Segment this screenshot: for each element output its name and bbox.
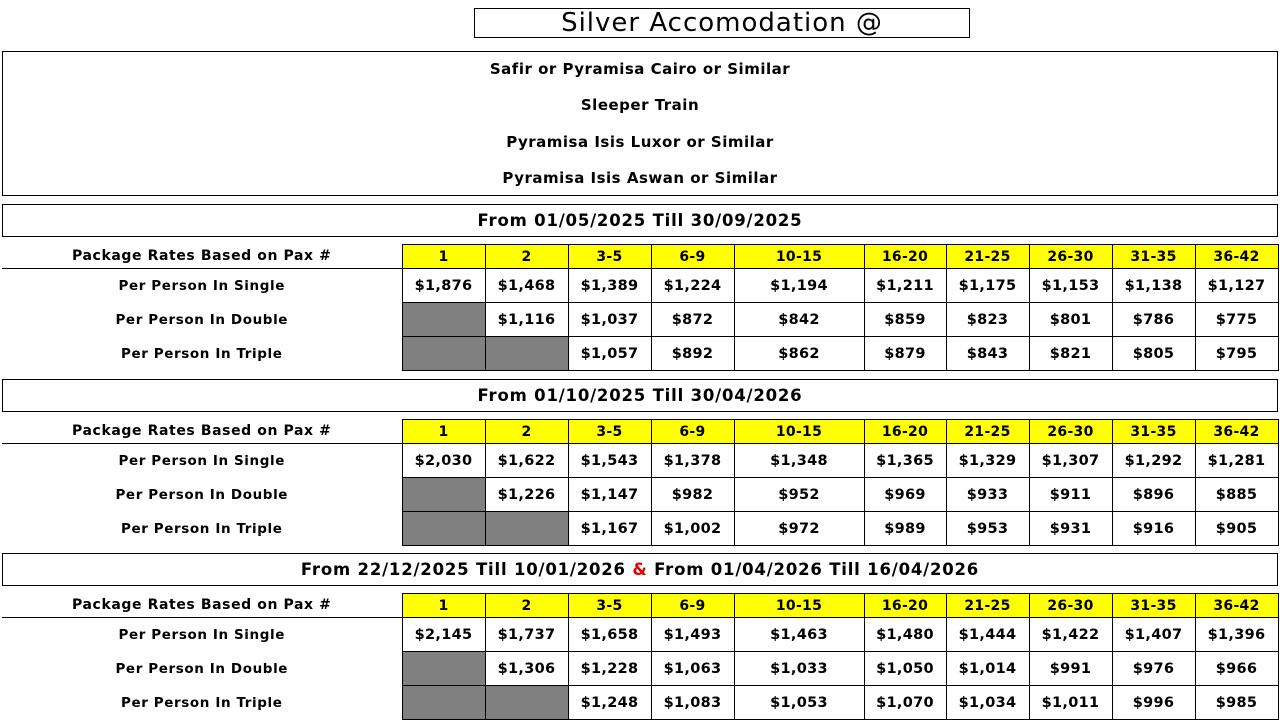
unavailable-cell bbox=[485, 686, 568, 720]
period-3-range-a: From 22/12/2025 Till 10/01/2026 bbox=[300, 560, 626, 579]
price-cell: $1,292 bbox=[1112, 444, 1195, 478]
pax-column-header: 10-15 bbox=[734, 420, 864, 444]
price-cell: $1,037 bbox=[568, 303, 651, 337]
price-cell: $1,138 bbox=[1112, 269, 1195, 303]
rate-row bbox=[2, 478, 1278, 512]
price-cell: $1,307 bbox=[1029, 444, 1112, 478]
pax-column-header: 6-9 bbox=[651, 245, 734, 269]
price-cell: $879 bbox=[864, 337, 946, 371]
rate-row bbox=[2, 444, 1278, 478]
price-cell: $1,348 bbox=[734, 444, 864, 478]
pax-column-header: 2 bbox=[485, 245, 568, 269]
price-cell: $905 bbox=[1195, 512, 1278, 546]
price-cell: $1,116 bbox=[485, 303, 568, 337]
price-cell: $862 bbox=[734, 337, 864, 371]
hotel-list bbox=[2, 51, 1278, 196]
unavailable-cell bbox=[402, 652, 485, 686]
price-cell: $1,876 bbox=[402, 269, 485, 303]
price-cell: $1,147 bbox=[568, 478, 651, 512]
price-cell: $843 bbox=[946, 337, 1029, 371]
pax-column-header: 10-15 bbox=[734, 594, 864, 618]
price-cell: $885 bbox=[1195, 478, 1278, 512]
pax-column-header: 16-20 bbox=[864, 594, 946, 618]
price-cell: $989 bbox=[864, 512, 946, 546]
pax-column-header: 3-5 bbox=[568, 594, 651, 618]
pax-column-header: 2 bbox=[485, 420, 568, 444]
price-cell: $1,444 bbox=[946, 618, 1029, 652]
price-cell: $1,622 bbox=[485, 444, 568, 478]
price-cell: $966 bbox=[1195, 652, 1278, 686]
price-cell: $1,493 bbox=[651, 618, 734, 652]
price-cell: $1,014 bbox=[946, 652, 1029, 686]
price-cell: $931 bbox=[1029, 512, 1112, 546]
header-label: Package Rates Based on Pax # bbox=[2, 420, 402, 444]
price-cell: $1,389 bbox=[568, 269, 651, 303]
price-cell: $982 bbox=[651, 478, 734, 512]
pax-column-header: 21-25 bbox=[946, 420, 1029, 444]
period-3-title bbox=[2, 553, 1278, 586]
unavailable-cell bbox=[485, 337, 568, 371]
price-cell: $859 bbox=[864, 303, 946, 337]
hotel-cairo: Safir or Pyramisa Cairo or Similar bbox=[489, 60, 791, 78]
rate-row bbox=[2, 512, 1278, 546]
price-cell: $1,543 bbox=[568, 444, 651, 478]
price-cell: $1,281 bbox=[1195, 444, 1278, 478]
price-cell: $1,057 bbox=[568, 337, 651, 371]
price-cell: $1,228 bbox=[568, 652, 651, 686]
pax-column-header: 36-42 bbox=[1195, 420, 1278, 444]
hotel-aswan: Pyramisa Isis Aswan or Similar bbox=[502, 169, 778, 187]
row-label: Per Person In Single bbox=[118, 626, 285, 643]
unavailable-cell bbox=[402, 337, 485, 371]
price-cell: $1,167 bbox=[568, 512, 651, 546]
price-cell: $1,396 bbox=[1195, 618, 1278, 652]
pax-column-header: 6-9 bbox=[651, 594, 734, 618]
header-label: Package Rates Based on Pax # bbox=[2, 594, 402, 618]
header-row bbox=[2, 420, 1278, 444]
rate-row bbox=[2, 686, 1278, 720]
price-cell: $1,737 bbox=[485, 618, 568, 652]
price-cell: $1,306 bbox=[485, 652, 568, 686]
row-label: Per Person In Double bbox=[115, 311, 289, 328]
pax-column-header: 26-30 bbox=[1029, 594, 1112, 618]
row-label: Per Person In Triple bbox=[120, 345, 283, 362]
hotel-luxor: Pyramisa Isis Luxor or Similar bbox=[506, 133, 774, 151]
price-cell: $1,480 bbox=[864, 618, 946, 652]
row-label: Per Person In Triple bbox=[120, 520, 283, 537]
unavailable-cell bbox=[485, 512, 568, 546]
rate-row bbox=[2, 337, 1278, 371]
header-label: Package Rates Based on Pax # bbox=[2, 245, 402, 269]
period-2-range: From 01/10/2025 Till 30/04/2026 bbox=[477, 386, 803, 405]
price-cell: $1,194 bbox=[734, 269, 864, 303]
row-label: Per Person In Double bbox=[115, 660, 289, 677]
pax-column-header: 21-25 bbox=[946, 245, 1029, 269]
price-cell: $1,063 bbox=[651, 652, 734, 686]
pax-column-header: 3-5 bbox=[568, 420, 651, 444]
price-cell: $972 bbox=[734, 512, 864, 546]
price-cell: $1,422 bbox=[1029, 618, 1112, 652]
pax-column-header: 3-5 bbox=[568, 245, 651, 269]
unavailable-cell bbox=[402, 512, 485, 546]
price-cell: $1,002 bbox=[651, 512, 734, 546]
price-cell: $1,211 bbox=[864, 269, 946, 303]
period-2-title bbox=[2, 379, 1278, 412]
pax-column-header: 1 bbox=[402, 420, 485, 444]
price-cell: $1,407 bbox=[1112, 618, 1195, 652]
pax-column-header: 26-30 bbox=[1029, 245, 1112, 269]
header-row bbox=[2, 594, 1278, 618]
price-cell: $842 bbox=[734, 303, 864, 337]
price-cell: $795 bbox=[1195, 337, 1278, 371]
price-cell: $985 bbox=[1195, 686, 1278, 720]
price-cell: $952 bbox=[734, 478, 864, 512]
rates-table-period-1 bbox=[2, 244, 1279, 371]
pax-column-header: 31-35 bbox=[1112, 420, 1195, 444]
price-cell: $1,248 bbox=[568, 686, 651, 720]
price-cell: $821 bbox=[1029, 337, 1112, 371]
pax-column-header: 31-35 bbox=[1112, 594, 1195, 618]
price-cell: $1,329 bbox=[946, 444, 1029, 478]
pax-column-header: 16-20 bbox=[864, 420, 946, 444]
price-cell: $976 bbox=[1112, 652, 1195, 686]
pax-column-header: 36-42 bbox=[1195, 245, 1278, 269]
price-cell: $911 bbox=[1029, 478, 1112, 512]
price-cell: $872 bbox=[651, 303, 734, 337]
price-cell: $953 bbox=[946, 512, 1029, 546]
ampersand: & bbox=[632, 560, 648, 579]
period-1-title bbox=[2, 204, 1278, 237]
row-label: Per Person In Triple bbox=[120, 694, 283, 711]
header-row bbox=[2, 245, 1278, 269]
period-3-range-b: From 01/04/2026 Till 16/04/2026 bbox=[654, 560, 980, 579]
price-cell: $991 bbox=[1029, 652, 1112, 686]
rate-row bbox=[2, 269, 1278, 303]
pax-column-header: 31-35 bbox=[1112, 245, 1195, 269]
pax-column-header: 10-15 bbox=[734, 245, 864, 269]
row-label: Per Person In Double bbox=[115, 486, 289, 503]
price-cell: $786 bbox=[1112, 303, 1195, 337]
price-cell: $896 bbox=[1112, 478, 1195, 512]
pax-column-header: 21-25 bbox=[946, 594, 1029, 618]
rates-table-period-3 bbox=[2, 593, 1279, 720]
row-label: Per Person In Single bbox=[118, 452, 285, 469]
price-cell: $892 bbox=[651, 337, 734, 371]
pax-column-header: 6-9 bbox=[651, 420, 734, 444]
price-cell: $1,127 bbox=[1195, 269, 1278, 303]
price-cell: $801 bbox=[1029, 303, 1112, 337]
price-cell: $969 bbox=[864, 478, 946, 512]
price-cell: $1,153 bbox=[1029, 269, 1112, 303]
page-title: Silver Accomodation @ bbox=[474, 8, 970, 38]
unavailable-cell bbox=[402, 686, 485, 720]
row-label: Per Person In Single bbox=[118, 277, 285, 294]
price-cell: $933 bbox=[946, 478, 1029, 512]
rate-row bbox=[2, 618, 1278, 652]
period-1-range: From 01/05/2025 Till 30/09/2025 bbox=[477, 211, 803, 230]
price-cell: $805 bbox=[1112, 337, 1195, 371]
rate-row bbox=[2, 652, 1278, 686]
rates-table-period-2 bbox=[2, 419, 1279, 546]
price-cell: $2,145 bbox=[402, 618, 485, 652]
price-cell: $916 bbox=[1112, 512, 1195, 546]
pax-column-header: 16-20 bbox=[864, 245, 946, 269]
price-cell: $1,033 bbox=[734, 652, 864, 686]
pax-column-header: 26-30 bbox=[1029, 420, 1112, 444]
pax-column-header: 36-42 bbox=[1195, 594, 1278, 618]
price-cell: $1,365 bbox=[864, 444, 946, 478]
price-cell: $1,053 bbox=[734, 686, 864, 720]
price-cell: $1,083 bbox=[651, 686, 734, 720]
transport-sleeper-train: Sleeper Train bbox=[580, 96, 700, 114]
price-cell: $1,463 bbox=[734, 618, 864, 652]
price-cell: $1,468 bbox=[485, 269, 568, 303]
unavailable-cell bbox=[402, 303, 485, 337]
price-cell: $996 bbox=[1112, 686, 1195, 720]
price-cell: $775 bbox=[1195, 303, 1278, 337]
price-cell: $1,224 bbox=[651, 269, 734, 303]
price-cell: $2,030 bbox=[402, 444, 485, 478]
price-cell: $1,658 bbox=[568, 618, 651, 652]
pax-column-header: 1 bbox=[402, 594, 485, 618]
price-cell: $1,034 bbox=[946, 686, 1029, 720]
price-cell: $1,011 bbox=[1029, 686, 1112, 720]
price-cell: $1,050 bbox=[864, 652, 946, 686]
price-cell: $1,378 bbox=[651, 444, 734, 478]
price-cell: $823 bbox=[946, 303, 1029, 337]
unavailable-cell bbox=[402, 478, 485, 512]
pax-column-header: 1 bbox=[402, 245, 485, 269]
pax-column-header: 2 bbox=[485, 594, 568, 618]
price-cell: $1,175 bbox=[946, 269, 1029, 303]
rate-row bbox=[2, 303, 1278, 337]
price-cell: $1,226 bbox=[485, 478, 568, 512]
price-cell: $1,070 bbox=[864, 686, 946, 720]
